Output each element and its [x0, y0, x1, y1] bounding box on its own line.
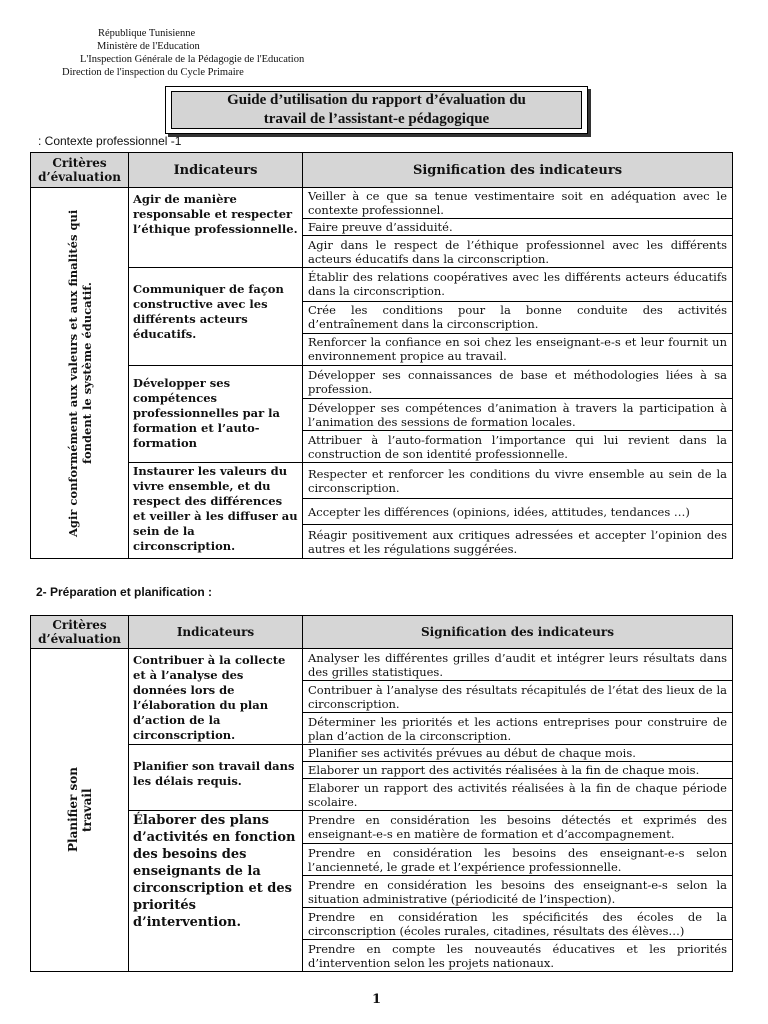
meaning-item: Renforcer la confiance en soi chez les enseignant-e-s et leur fournit un environnement propice au travail.	[303, 333, 733, 365]
section-1-label: : Contexte professionnel -1	[38, 134, 182, 148]
indicator-cell: Agir de manière responsable et respecter l’éthique professionnelle.	[129, 188, 303, 268]
meaning-item: Établir des relations coopératives avec les différents acteurs éducatifs dans la circonscription.	[303, 268, 733, 302]
indicator-cell: Communiquer de façon constructive avec les différents acteurs éducatifs.	[129, 268, 303, 366]
title-line-2: travail de l’assistant-e pédagogique	[263, 111, 490, 127]
section-2-table	[30, 615, 733, 972]
header-line-2: Ministère de l'Education	[97, 41, 200, 52]
meaning-item: Crée les conditions pour la bonne conduite des activités d’entraînement dans la circonscription.	[303, 301, 733, 333]
criterion-text: Planifier son travail	[65, 767, 94, 853]
meaning-item: Faire preuve d’assiduité.	[303, 219, 733, 236]
header-indicators: Indicateurs	[129, 153, 303, 188]
title-line-1: Guide d’utilisation du rapport d’évaluation du	[227, 92, 526, 108]
document-title-box	[165, 86, 588, 134]
meaning-item: Prendre en considération les besoins détectés et exprimés des enseignant-e-s en matière de formation et d’accompagnement.	[303, 811, 733, 844]
indicator-cell: Développer ses compétences professionnelles par la formation et l’auto-formation	[129, 365, 303, 463]
meaning-item: Respecter et renforcer les conditions du vivre ensemble au sein de la circonscription.	[303, 463, 733, 499]
header-line-3: L'Inspection Générale de la Pédagogie de l'Education	[80, 54, 305, 65]
header-line-4: Direction de l'inspection du Cycle Primaire	[62, 67, 244, 78]
meaning-item: Prendre en considération les besoins des enseignant-e-s selon la situation administrative (périodicité de l’inspection).	[303, 876, 733, 908]
meaning-item: Développer ses connaissances de base et méthodologies liées à sa profession.	[303, 365, 733, 399]
document-title	[171, 91, 582, 129]
table-header-row	[31, 616, 733, 649]
header-line-1: République Tunisienne	[98, 28, 196, 39]
meaning-item: Accepter les différences (opinions, idées, attitudes, tendances …)	[303, 499, 733, 525]
meaning-item: Agir dans le respect de l’éthique professionnel avec les différents acteurs éducatifs dans la circonscription.	[303, 236, 733, 268]
meaning-item: Elaborer un rapport des activités réalisées à la fin de chaque période scolaire.	[303, 779, 733, 811]
criterion-cell	[31, 649, 129, 972]
header-criteria: Critères d’évaluation	[31, 153, 129, 188]
header-meaning: Signification des indicateurs	[303, 153, 733, 188]
indicator-cell: Planifier son travail dans les délais requis.	[129, 745, 303, 811]
criterion-text: Agir conformément aux valeurs et aux finalités qui fondent le système éducatif.	[65, 209, 94, 537]
meaning-item: Elaborer un rapport des activités réalisées à la fin de chaque mois.	[303, 762, 733, 779]
meaning-item: Développer ses compétences d’animation à travers la participation à l’animation des sessions de formation locales.	[303, 399, 733, 431]
header-meaning: Signification des indicateurs	[303, 616, 733, 649]
indicator-cell: Contribuer à la collecte et à l’analyse des données lors de l’élaboration du plan d’action de la circonscription.	[129, 649, 303, 745]
indicator-cell: Élaborer des plans d’activités en fonction des besoins des enseignants de la circonscription et des priorités d’intervention.	[129, 811, 303, 972]
table-header-row	[31, 153, 733, 188]
page-number: 1	[372, 992, 382, 1007]
meaning-item: Analyser les différentes grilles d’audit et intégrer leurs résultats dans des grilles statistiques.	[303, 649, 733, 681]
meaning-item: Déterminer les priorités et les actions entreprises pour construire de plan d’action de la circonscription.	[303, 713, 733, 745]
meaning-item: Prendre en considération les besoins des enseignant-e-s selon l’ancienneté, le grade et l’expérience professionnelle.	[303, 844, 733, 876]
meaning-item: Planifier ses activités prévues au début de chaque mois.	[303, 745, 733, 762]
meaning-item: Prendre en compte les nouveautés éducatives et les priorités d’intervention selon les projets nationaux.	[303, 940, 733, 972]
meaning-item: Attribuer à l’auto-formation l’importance qui lui revient dans la construction de son identité professionnelle.	[303, 431, 733, 463]
meaning-item: Réagir positivement aux critiques adressées et accepter l’opinion des autres et les régulations suggérées.	[303, 525, 733, 559]
section-2-label: 2- Préparation et planification :	[36, 585, 213, 599]
header-indicators: Indicateurs	[129, 616, 303, 649]
meaning-item: Contribuer à l’analyse des résultats récapitulés de l’état des lieux de la circonscription.	[303, 681, 733, 713]
indicator-cell: Instaurer les valeurs du vivre ensemble, et du respect des différences et veiller à les diffuser au sein de la circonscription.	[129, 463, 303, 559]
section-1-table	[30, 152, 733, 559]
meaning-item: Veiller à ce que sa tenue vestimentaire soit en adéquation avec le contexte professionnel.	[303, 188, 733, 219]
criterion-cell	[31, 188, 129, 559]
header-criteria: Critères d’évaluation	[31, 616, 129, 649]
meaning-item: Prendre en considération les spécificités des écoles de la circonscription (écoles rurales, citadines, résultats des élèves…)	[303, 908, 733, 940]
